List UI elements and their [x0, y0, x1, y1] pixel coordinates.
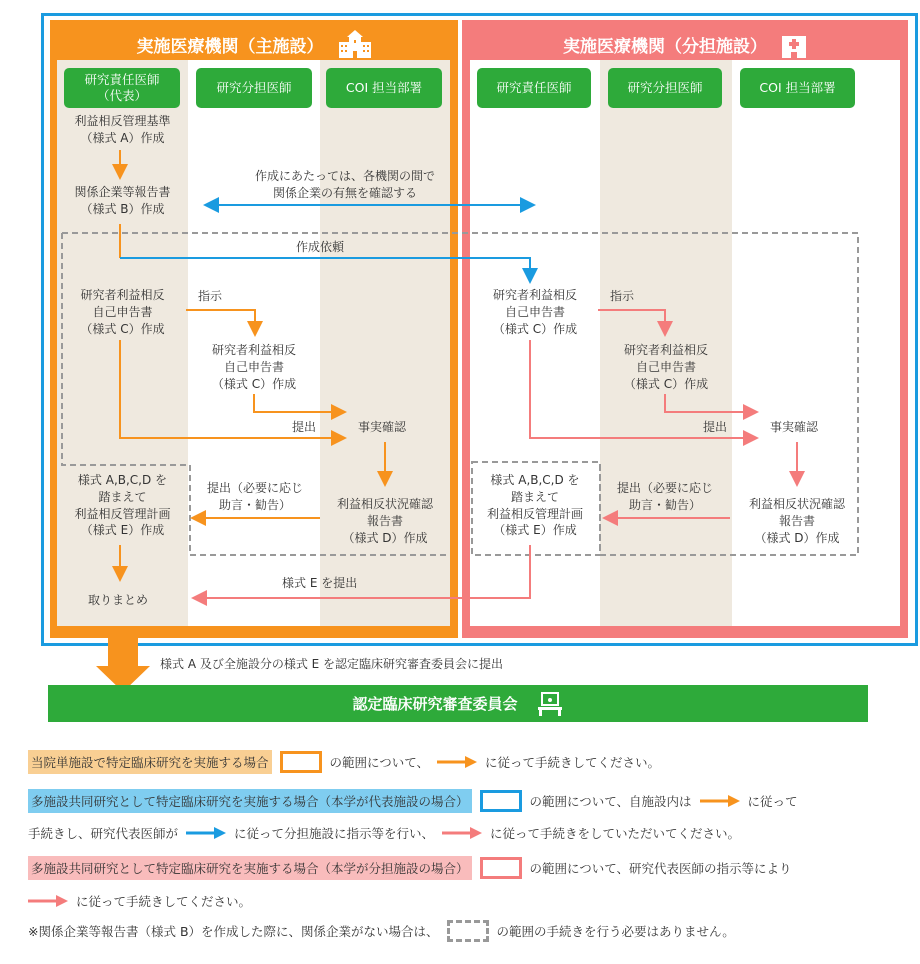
legend-text: に従って手続きしてください。 — [76, 894, 252, 909]
committee-bar — [48, 685, 868, 722]
role-branch-coi: COI 担当部署 — [740, 68, 855, 108]
submit-down-arrow — [96, 638, 150, 692]
branch-plan-e: 様式 A,B,C,D を 踏まえて 利益相反管理計画 （様式 E）作成 — [486, 473, 583, 538]
legend-multi-lead-cont — [28, 824, 740, 842]
step-form-b: 関係企業等報告書 （様式 B）作成 — [74, 185, 171, 216]
legend-text: に従って手続きをしていただいてください。 — [490, 826, 741, 841]
branch-advice: 提出（必要に応じ 助言・勧告） — [616, 481, 713, 512]
legend-multi-lead-tag: 多施設共同研究として特定臨床研究を実施する場合（本学が代表施設の場合） — [28, 789, 472, 813]
main-report-d: 利益相反状況確認 報告書 （様式 D）作成 — [336, 497, 433, 545]
role-main-coi: COI 担当部署 — [326, 68, 442, 108]
branch-report-d: 利益相反状況確認 報告書 （様式 D）作成 — [748, 497, 845, 545]
pink-box-swatch — [480, 857, 522, 879]
legend-multi-lead — [28, 789, 798, 813]
main-self-report-pi: 研究者利益相反 自己申告書 （様式 C）作成 — [80, 288, 165, 336]
submit-e-label: 様式 E を提出 — [282, 576, 358, 590]
orange-arrow-icon — [700, 794, 740, 808]
legend-text: に従って分担施設に指示等を行い、 — [234, 826, 435, 841]
legend-multi-branch-cont — [28, 892, 251, 910]
pink-arrow-icon — [28, 894, 68, 908]
legend-text: に従って — [747, 794, 798, 809]
legend-text: の範囲について、研究代表医師の指示等により — [529, 861, 792, 876]
main-self-report-sub: 研究者利益相反 自己申告書 （様式 C）作成 — [211, 343, 297, 391]
legend-multi-branch — [28, 856, 792, 880]
role-main-pi: 研究責任医師 （代表） — [64, 68, 180, 108]
branch-facility-title: 実施医療機関（分担施設） — [563, 36, 767, 57]
legend-single-tag: 当院単施設で特定臨床研究を実施する場合 — [28, 750, 272, 774]
branch-fact-check: 事実確認 — [770, 420, 819, 434]
role-branch-sub: 研究分担医師 — [608, 68, 722, 108]
confirm-note: 作成にあたっては、各機関の間で 関係企業の有無を確認する — [254, 169, 435, 200]
main-advice: 提出（必要に応じ 助言・勧告） — [206, 481, 303, 512]
main-submit-label: 提出 — [292, 420, 317, 434]
orange-arrow-icon — [437, 755, 477, 769]
request-label: 作成依頼 — [296, 240, 345, 254]
orange-box-swatch — [280, 751, 322, 773]
role-branch-pi: 研究責任医師 — [477, 68, 591, 108]
blue-box-swatch — [480, 790, 522, 812]
legend-text: の範囲の手続きを行う必要はありません。 — [496, 924, 735, 939]
blue-arrow-icon — [186, 826, 226, 840]
committee-name: 認定臨床研究審査委員会 — [352, 695, 518, 713]
main-plan-e: 様式 A,B,C,D を 踏まえて 利益相反管理計画 （様式 E）作成 — [74, 473, 171, 538]
legend-text: 手続きし、研究代表医師が — [28, 826, 179, 841]
legend-text: の範囲について、自施設内は — [529, 794, 692, 809]
pink-arrow-icon — [442, 826, 482, 840]
legend-single — [28, 750, 660, 774]
compile-label: 取りまとめ — [88, 593, 149, 607]
main-instruct-label: 指示 — [198, 289, 223, 303]
legend-text: ※関係企業等報告書（様式 B）を作成した際に、関係企業がない場合は、 — [28, 924, 439, 939]
role-main-sub: 研究分担医師 — [196, 68, 312, 108]
dashed-box-swatch — [447, 920, 489, 942]
branch-instruct-label: 指示 — [610, 289, 635, 303]
meeting-icon — [536, 692, 564, 716]
branch-self-report-sub: 研究者利益相反 自己申告書 （様式 C）作成 — [623, 343, 709, 391]
legend-note — [28, 920, 735, 942]
branch-self-report-pi: 研究者利益相反 自己申告書 （様式 C）作成 — [492, 288, 578, 336]
branch-submit-label: 提出 — [703, 420, 728, 434]
committee-submission-note: 様式 A 及び全施設分の様式 E を認定臨床研究審査委員会に提出 — [160, 657, 504, 671]
main-fact-check: 事実確認 — [358, 420, 407, 434]
main-facility-title: 実施医療機関（主施設） — [136, 36, 324, 57]
legend-text: の範囲について、 — [329, 755, 430, 770]
legend-text: に従って手続きしてください。 — [485, 755, 661, 770]
legend-multi-branch-tag: 多施設共同研究として特定臨床研究を実施する場合（本学が分担施設の場合） — [28, 856, 472, 880]
step-form-a: 利益相反管理基準 （様式 A）作成 — [74, 114, 171, 145]
